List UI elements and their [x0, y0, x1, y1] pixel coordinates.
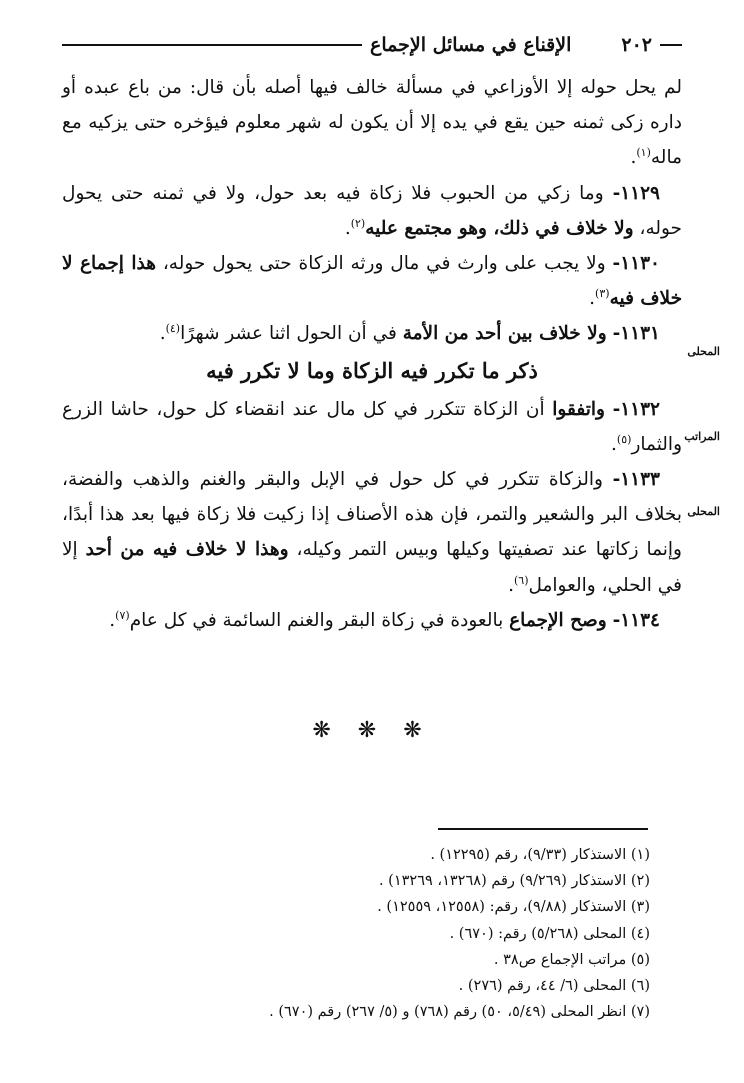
footnote-ref[interactable]: (٣) [595, 287, 610, 301]
footnote-ref[interactable]: (٢) [350, 216, 366, 230]
footnote-ref[interactable]: (٤) [165, 322, 181, 336]
footnote-ref[interactable]: (٧) [115, 608, 130, 622]
margin-label-1133: المحلى [687, 505, 720, 518]
entry-number: ١١٣١- [612, 323, 660, 345]
page-number-group [621, 34, 682, 56]
entry-number: ١١٣٠- [612, 253, 660, 275]
paragraph-continuation [62, 70, 682, 176]
paragraph-text-continued: إلا في الحلي، والعوامل [62, 539, 682, 596]
footnotes-list [70, 842, 650, 1025]
paragraph-text: والزكاة تتكرر في كل حول في الإبل والبقر والغنم والذهب والفضة، بخلاف البر والشعير والتمر، فإن هذه الأصناف إذا زكيت فلا زكاة فيها بعد هذا أبدًا، وإنما زكاتها عند تصفيتها وكيلها وبيس التمر وكيله، [62, 469, 682, 561]
paragraph-end: . [508, 574, 514, 596]
paragraph-text: أن الزكاة تتكرر في كل مال عند انقضاء كل حول، حاشا الزرع والثمار [62, 398, 682, 455]
footnote-ref[interactable]: (٦) [513, 573, 529, 587]
paragraph-bold-text: وصح الإجماع [509, 609, 607, 631]
paragraph-bold-text: واتفقوا [552, 398, 605, 420]
page-number: ٢٠٢ [621, 34, 652, 56]
footnote-item: (٣) الاستذكار (٩/٨٨)، رقم: (١٢٥٥٨، ١٢٥٥٩) . [377, 899, 650, 916]
entry-number: ١١٣٤- [612, 609, 660, 631]
entry-number: ١١٣٢- [612, 398, 660, 420]
paragraph-bold-text: وهذا لا خلاف فيه من أحد [85, 539, 289, 561]
paragraph-text: وما زكي من الحبوب فلا زكاة فيه بعد حول، ولا في ثمنه حتى يحول حوله، [62, 182, 682, 239]
header-rule [62, 44, 362, 46]
footnote-item: (٢) الاستذكار (٩/٢٦٩) رقم (١٣٢٦٨، ١٣٢٦٩) . [378, 873, 650, 890]
paragraph-end: . [159, 323, 166, 345]
entry-number: ١١٣٣- [612, 469, 660, 491]
book-title: الإقناع في مسائل الإجماع [370, 34, 572, 56]
footnote-separator [438, 828, 648, 830]
margin-label-1132: المراتب [684, 430, 720, 443]
paragraph-1133 [62, 462, 682, 603]
paragraph-bold-text: ولا خلاف بين أحد من الأمة [402, 323, 607, 345]
footnote-item: (١) الاستذكار (٩/٣٣)، رقم (١٢٢٩٥) . [430, 847, 650, 863]
paragraph-end: . [344, 217, 351, 239]
paragraph-1131 [62, 316, 682, 351]
paragraph-text: بالعودة في زكاة البقر والغنم السائمة في كل عام [129, 609, 510, 631]
footnote-item: (٧) انظر المحلى (٥/٤٩، ٥٠) رقم (٧٦٨) و (٥/ ٢٦٧) رقم (٦٧٠) . [269, 1004, 650, 1021]
page-header [62, 32, 682, 62]
paragraph-bold-text: هذا إجماع لا خلاف فيه [62, 253, 682, 310]
header-dash [660, 44, 682, 46]
section-divider-stars: ❋ ❋ ❋ [312, 718, 432, 743]
main-text [62, 70, 682, 638]
paragraph-text: لم يحل حوله إلا الأوزاعي في مسألة خالف فيها أصله بأن قال: من باع عبده أو داره زكى ثمنه حين يقع في يده إلا أن يكون له شهر معلوم فيؤخره حتى يزكيه مع ماله [62, 77, 682, 169]
paragraph-1129 [62, 176, 682, 246]
paragraph-1134 [62, 603, 682, 638]
paragraph-end: . [589, 288, 596, 310]
paragraph-end: . [611, 433, 617, 455]
paragraph-1132 [62, 392, 682, 462]
paragraph-bold-text: ولا خلاف في ذلك، وهو مجتمع عليه [365, 217, 634, 239]
paragraph-end: . [630, 147, 637, 169]
entry-number: ١١٢٩- [612, 182, 660, 204]
footnote-item: (٤) المحلى (٥/٢٦٨) رقم: (٦٧٠) . [449, 925, 650, 942]
footnote-item: (٥) مراتب الإجماع ص٣٨ . [493, 951, 650, 968]
footnote-item: (٦) المحلى (٦/ ٤٤، رقم (٢٧٦) . [458, 978, 650, 995]
paragraph-text: في أن الحول اثنا عشر شهرًا [180, 323, 403, 345]
margin-label-1131: المحلى [687, 345, 720, 358]
paragraph-1130 [62, 246, 682, 316]
footnote-ref[interactable]: (٥) [616, 432, 632, 446]
footnote-ref[interactable]: (١) [636, 146, 651, 160]
paragraph-end: . [109, 609, 116, 631]
section-heading: ذكر ما تكرر فيه الزكاة وما لا تكرر فيه [206, 357, 538, 383]
paragraph-text: ولا يجب على وارث في مال ورثه الزكاة حتى يحول حوله، [155, 253, 606, 275]
running-title-group [62, 34, 571, 56]
